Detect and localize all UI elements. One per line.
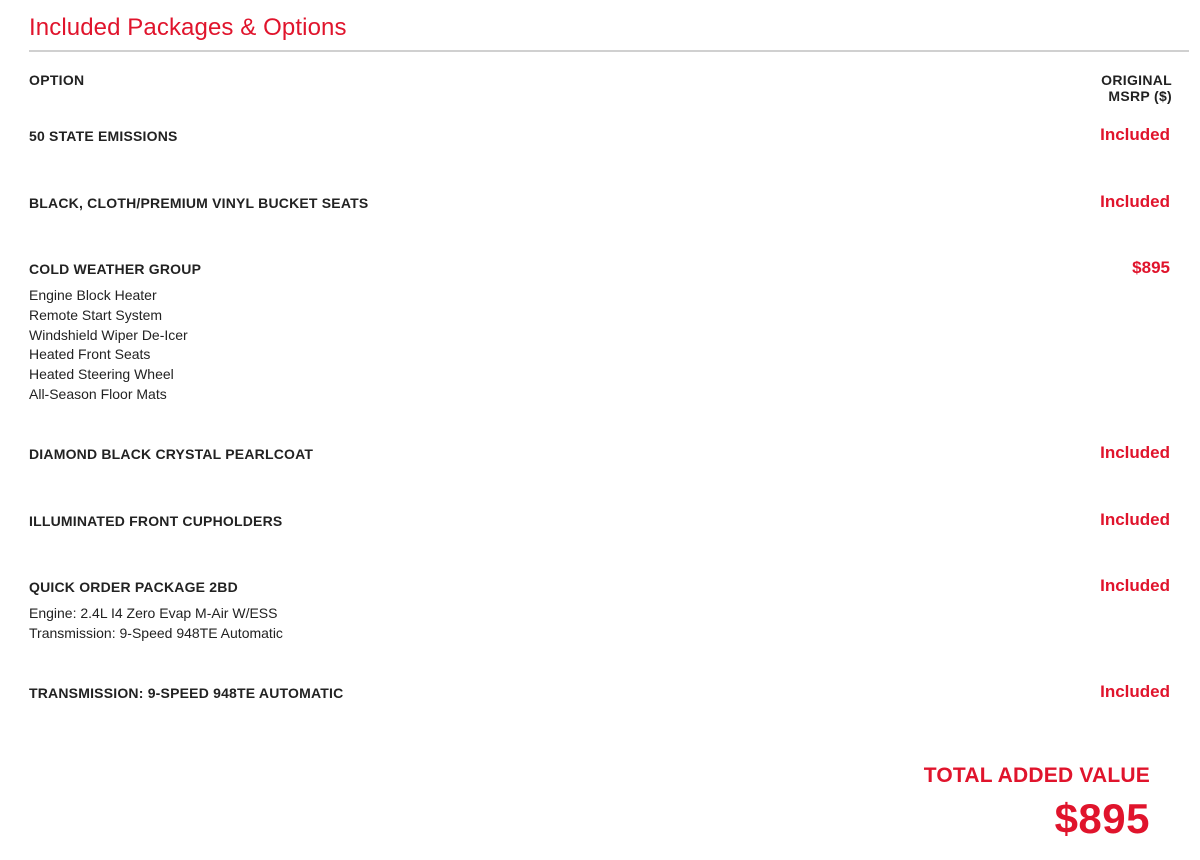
option-name: QUICK ORDER PACKAGE 2BD (29, 579, 238, 595)
total-added-value-amount: $895 (1054, 795, 1150, 842)
column-header-msrp-line2: MSRP ($) (1108, 88, 1172, 104)
option-price: Included (1100, 510, 1170, 529)
option-row (29, 578, 1170, 644)
option-row (29, 445, 1170, 463)
option-row (29, 684, 1170, 702)
option-name: ILLUMINATED FRONT CUPHOLDERS (29, 513, 283, 529)
option-row (29, 194, 1170, 212)
column-header-option: OPTION (29, 72, 85, 88)
title-divider (29, 50, 1189, 52)
option-feature: Engine Block Heater (29, 287, 157, 303)
option-name: DIAMOND BLACK CRYSTAL PEARLCOAT (29, 446, 314, 462)
total-added-value-label: TOTAL ADDED VALUE (923, 764, 1150, 787)
option-name: COLD WEATHER GROUP (29, 261, 202, 277)
option-feature: Remote Start System (29, 306, 163, 323)
option-name: BLACK, CLOTH/PREMIUM VINYL BUCKET SEATS (29, 195, 369, 211)
option-feature: Heated Front Seats (29, 346, 151, 363)
option-feature: All-Season Floor Mats (29, 385, 167, 402)
option-row (29, 260, 1170, 405)
column-header-msrp-line1: ORIGINAL (1101, 72, 1172, 88)
option-feature: Windshield Wiper De-Icer (29, 326, 188, 343)
option-feature-list (29, 604, 1170, 644)
option-name: 50 STATE EMISSIONS (29, 128, 178, 144)
section-title: Included Packages & Options (29, 14, 347, 41)
option-feature: Engine: 2.4L I4 Zero Evap M-Air W/ESS (29, 605, 278, 621)
option-price: $895 (1132, 258, 1170, 277)
option-price: Included (1100, 443, 1170, 462)
option-row (29, 512, 1170, 530)
option-price: Included (1100, 576, 1170, 595)
column-header-msrp (1052, 72, 1172, 104)
option-feature: Transmission: 9-Speed 948TE Automatic (29, 624, 283, 641)
option-price: Included (1100, 125, 1170, 144)
option-price: Included (1100, 682, 1170, 701)
option-feature-list (29, 286, 1170, 405)
option-price: Included (1100, 192, 1170, 211)
option-row (29, 127, 1170, 145)
option-feature: Heated Steering Wheel (29, 366, 174, 383)
option-name: TRANSMISSION: 9-SPEED 948TE AUTOMATIC (29, 685, 344, 701)
